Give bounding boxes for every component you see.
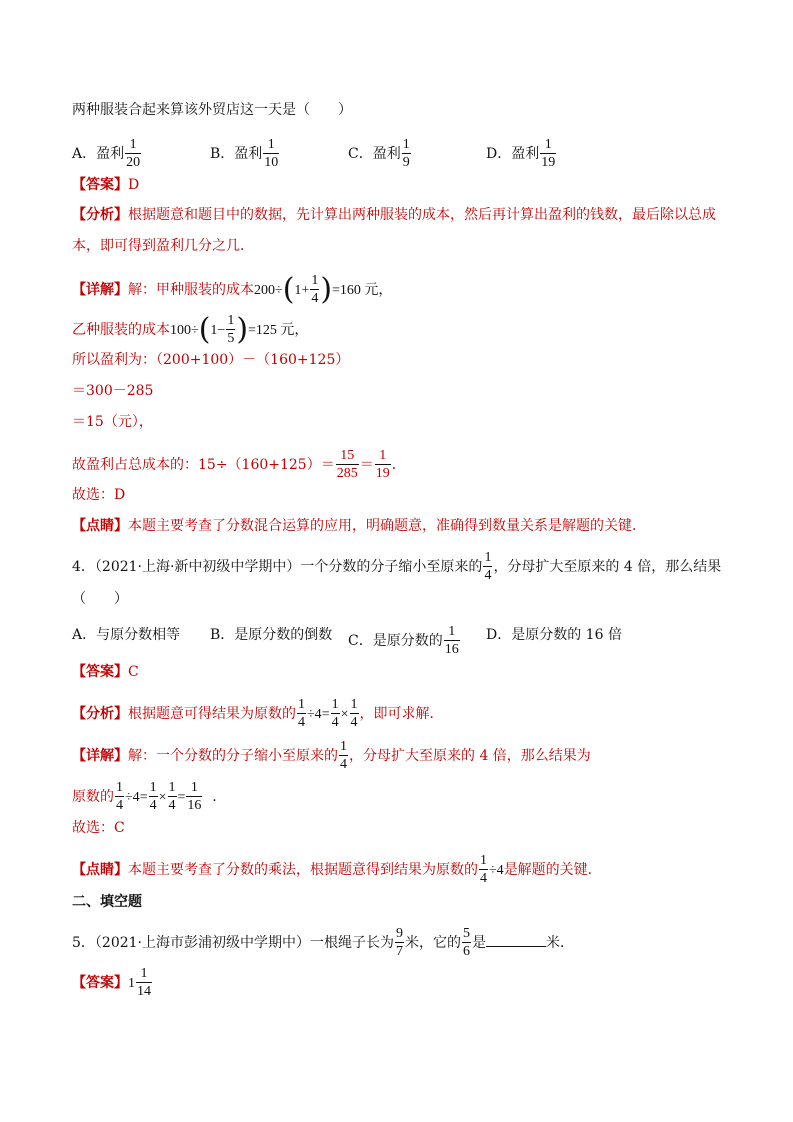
q3-detail-line3: 所以盈利为：（200+100）－（160+125） <box>72 352 350 368</box>
q5-stem: 5．（2021·上海市彭浦初级中学期中）一根绳子长为 $\frac{9}{7}$ 米，它的 $\frac{5}{6}$ 是 米． <box>72 926 574 959</box>
section-title: 二、填空题 <box>72 894 142 910</box>
q3-choose: 故选：D <box>72 487 126 503</box>
q4-option-d: D．是原分数的 16 倍 <box>486 627 622 643</box>
q3-detail-line6: 故盈利占总成本的：15÷（160+125）＝ $\frac{15}{285}$ ＝ $\frac{1}{19}$ ． <box>72 448 406 481</box>
q3-detail-line5: ＝15（元）， <box>72 414 153 430</box>
q4-option-a: A．与原分数相等 <box>72 627 181 643</box>
q3-comment: 【点睛】本题主要考查了分数混合运算的应用，明确题意，准确得到数量关系是解题的关键． <box>72 518 646 534</box>
q3-detail-line1: 【详解】解：甲种服装的成本200÷(1+ $\frac{1}{4}$ )=160 元， <box>72 272 393 307</box>
q3-option-a: A．盈利 $\frac{1}{20}$ <box>72 137 141 170</box>
q4-option-c: C．是原分数的 $\frac{1}{16}$ <box>348 624 459 657</box>
q4-analysis: 【分析】根据题意可得结果为原数的 $\frac{1}{4}$ ÷4= $\frac{1}{4}$ × $\frac{1}{4}$ ，即可求解． <box>72 697 444 730</box>
q3-analysis-line1: 【分析】根据题意和题目中的数据，先计算出两种服装的成本，然后再计算出盈利的钱数，最后除以总成 <box>72 207 716 223</box>
q3-detail-line2: 乙种服装的成本100÷(1− $\frac{1}{5}$ )=125 元， <box>72 312 309 347</box>
q3-analysis-line2: 本，即可得到盈利几分之几． <box>72 238 254 254</box>
q4-stem-line2: （ ） <box>72 591 128 607</box>
q3-stem: 两种服装合起来算该外贸店这一天是（ ） <box>72 102 352 118</box>
q3-detail-line4: ＝300－285 <box>72 383 154 399</box>
q3-option-c: C．盈利 $\frac{1}{9}$ <box>348 137 410 170</box>
q4-answer: 【答案】C <box>72 664 139 680</box>
q4-comment: 【点睛】本题主要考查了分数的乘法，根据题意得到结果为原数的 $\frac{1}{4}$ ÷4是解题的关键． <box>72 853 602 886</box>
q4-stem-line1: 4．（2021·上海·新中初级中学期中）一个分数的分子缩小至原来的 $\frac{1}{4}$ ，分母扩大至原来的 4 倍，那么结果 <box>72 550 722 583</box>
q3-option-d: D．盈利 $\frac{1}{19}$ <box>486 137 556 170</box>
q5-answer: 【答案】1 $\frac{1}{14}$ <box>72 966 151 999</box>
q3-option-b: B．盈利 $\frac{1}{10}$ <box>210 137 279 170</box>
q5-answer-blank <box>486 932 546 947</box>
q4-choose: 故选：C <box>72 820 125 836</box>
q4-detail-line1: 【详解】解：一个分数的分子缩小至原来的 $\frac{1}{4}$ ，分母扩大至原来的 4 倍，那么结果为 <box>72 739 591 772</box>
q4-option-b: B．是原分数的倒数 <box>210 627 333 643</box>
q3-answer: 【答案】D <box>72 177 140 193</box>
q4-detail-line2: 原数的 $\frac{1}{4}$ ÷4= $\frac{1}{4}$ × $\frac{1}{4}$ = $\frac{1}{16}$ . <box>72 780 217 813</box>
